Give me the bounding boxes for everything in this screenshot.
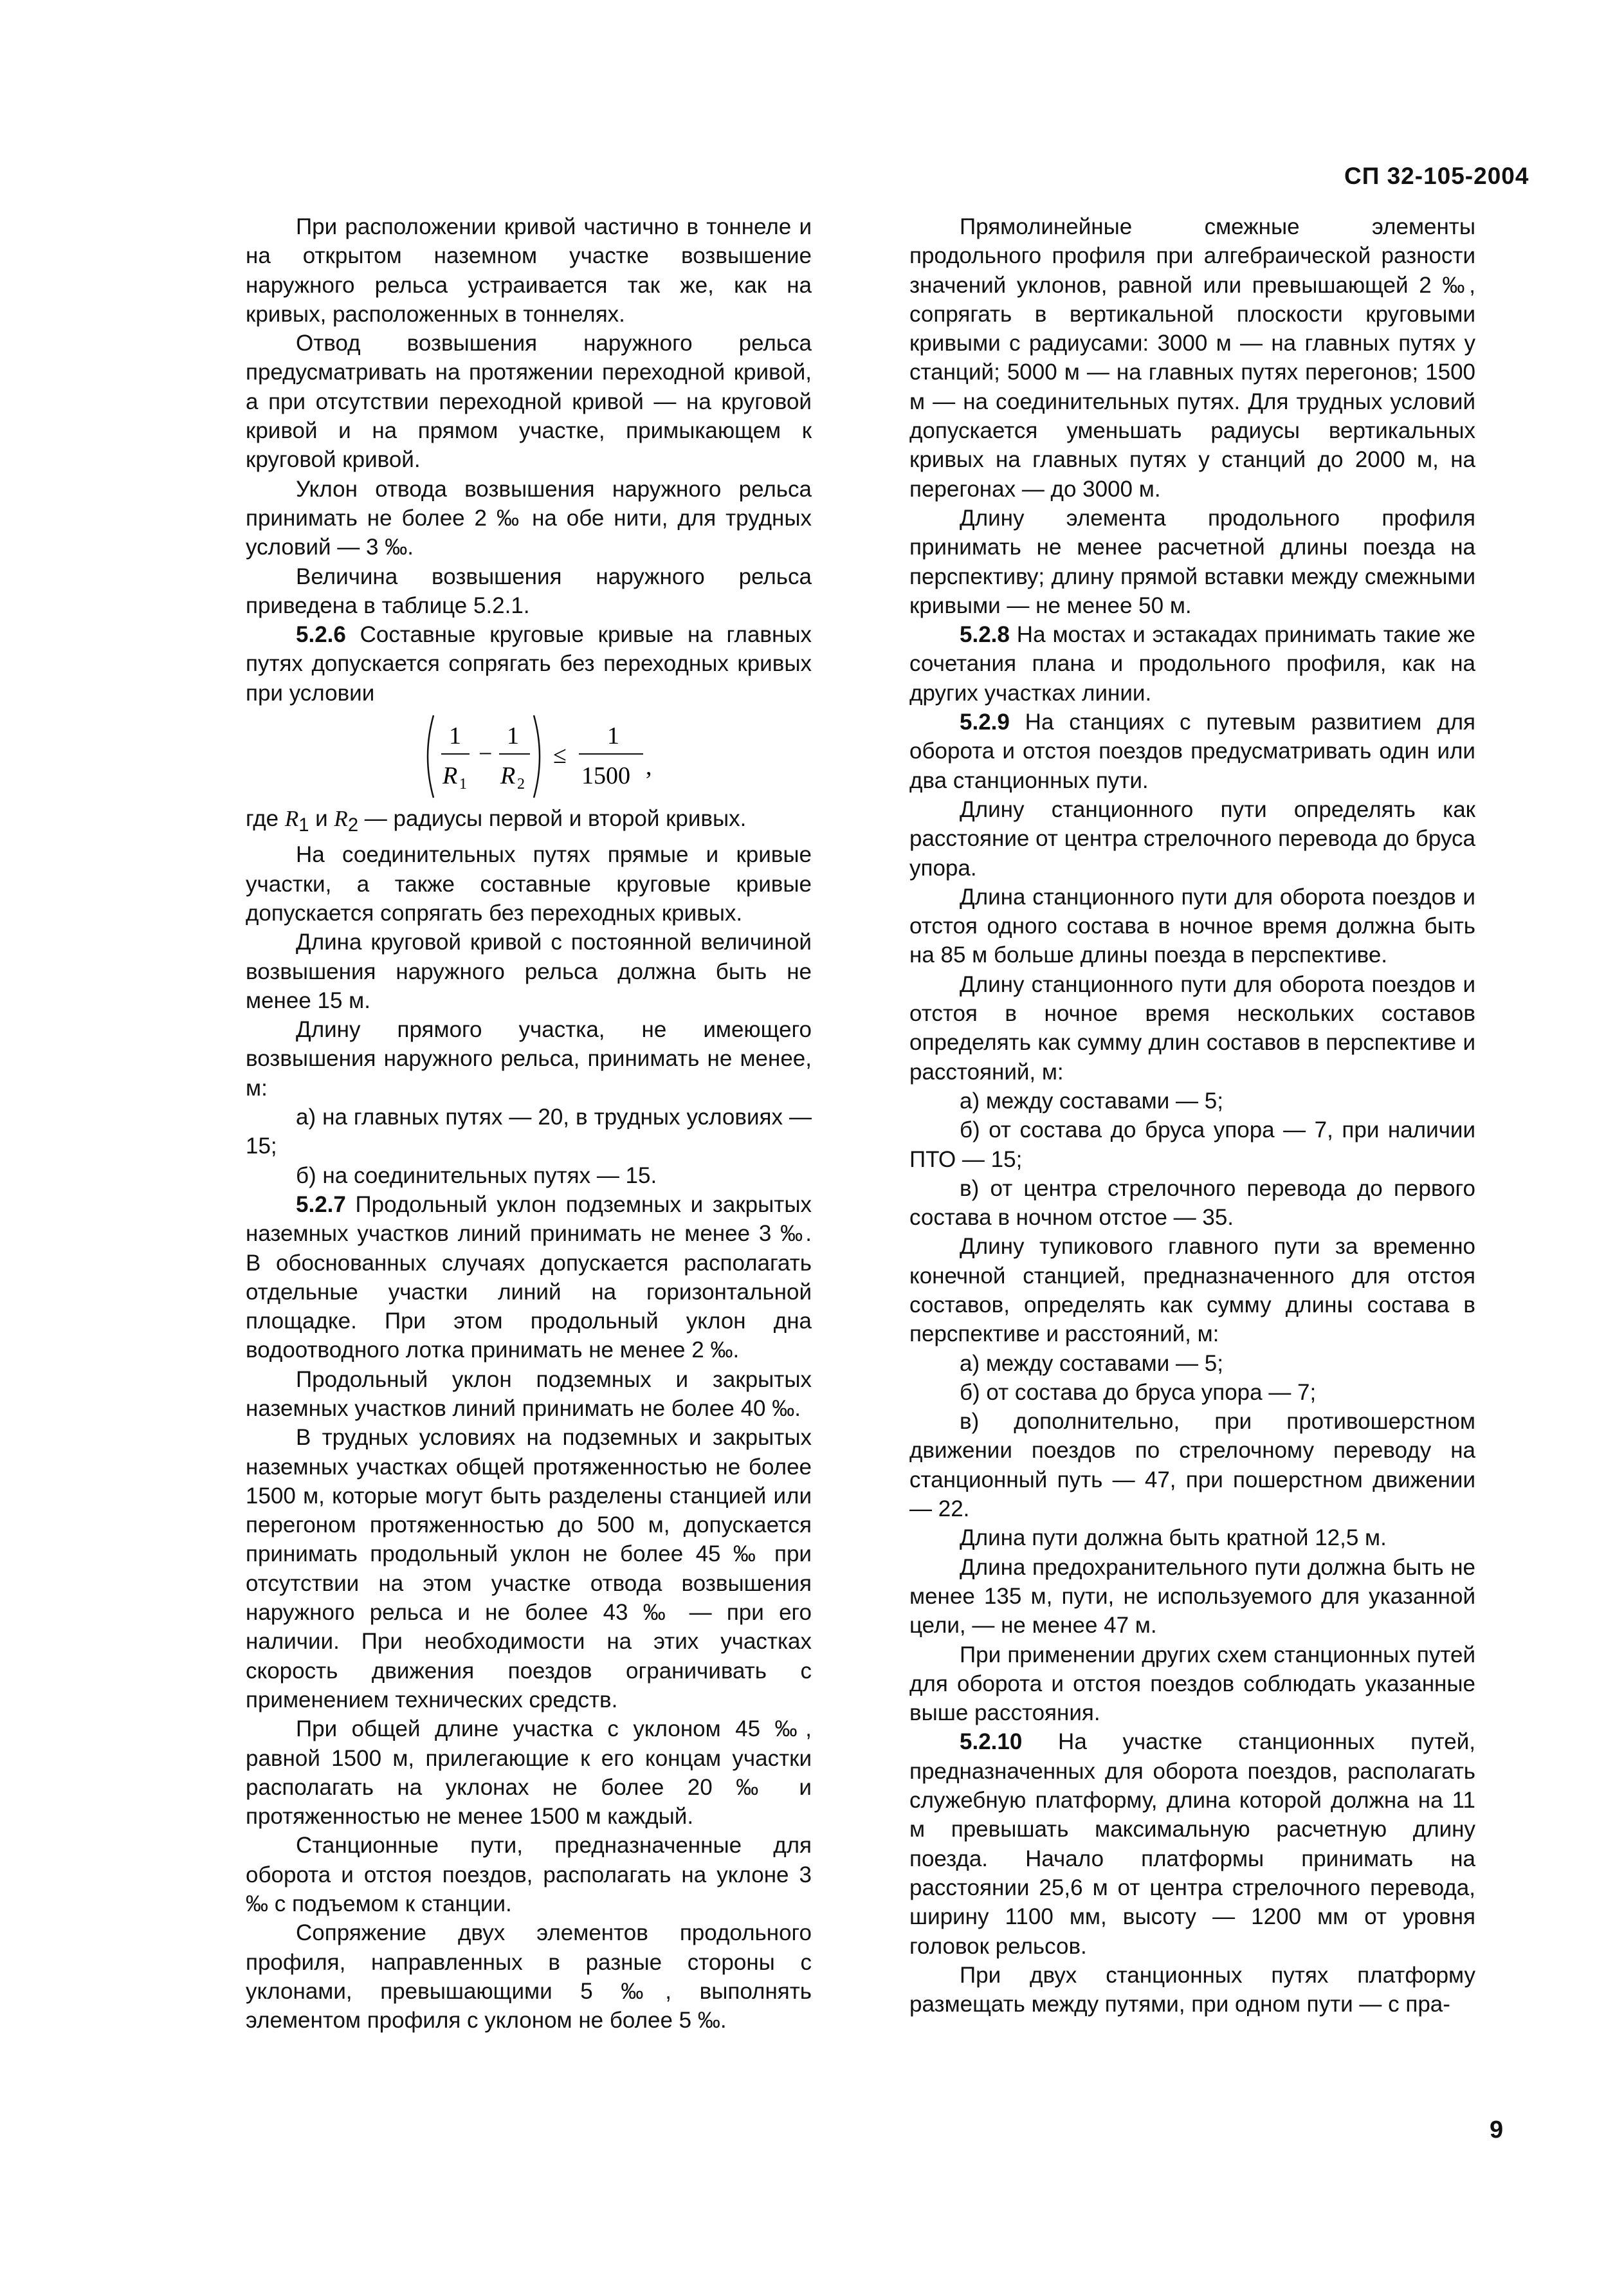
paragraph: При общей длине участка с уклоном 45 ‰, равной 1500 м, прилегающие к его концам участки располагать на уклонах не более 20 ‰ и протяженностью не менее 1500 м каждый. [246, 1716, 812, 1830]
minus-sign: − [479, 740, 493, 768]
numerator-1: 1 [449, 722, 461, 750]
r1-symbol: R [284, 806, 299, 832]
paragraph: При расположении кривой частично в тоннеле и на открытом наземном участке возвышение наружного рельса устраивается так же, как на кривых, расположенных в тоннелях. [246, 214, 812, 327]
r2-subscript: 2 [517, 776, 525, 793]
paragraph: Длину станционного пути определять как расстояние от центра стрелочного перевода до бруса упора. [909, 796, 1475, 881]
paragraph: Длину станционного пути для оборота поездов и отстоя в ночное время нескольких составов определять как сумму длин составов в перспективе и расстояний, м: [909, 971, 1475, 1085]
r1-subscript: 1 [298, 815, 309, 836]
numerator-2: 1 [507, 722, 519, 750]
section-number: 5.2.7 [296, 1191, 346, 1217]
list-item: б) на соединительных путях — 15. [296, 1162, 657, 1188]
list-item: а) между составами — 5; [960, 1350, 1223, 1376]
r2-symbol: R [334, 806, 348, 832]
paragraph: Отвод возвышения наружного рельса предусматривать на протяжении переходной кривой, а при отсутствии переходной кривой — на круговой кривой и на прямом участке, примыкающем к круговой кривой. [246, 331, 812, 473]
r2-subscript: 2 [347, 815, 359, 836]
paragraph: Прямолинейные смежные элементы продольного профиля при алгебраической разности значений уклонов, равной или превышающей 2 ‰, сопрягать в вертикальной плоскости круговыми кривыми с радиусами: 3000 м — на главных путях у станций; 5000 м — на главных путях перегонов; 1500 м — на соединительных путях. Для трудных условий допускается уменьшать радиусы вертикальных кривых на главных путях у станций до 2000 м, на перегонах — до 3000 м. [909, 214, 1475, 502]
paragraph: Величина возвышения наружного рельса приведена в таблице 5.2.1. [246, 564, 812, 618]
numerator-3: 1 [607, 722, 619, 750]
r2-symbol: R [500, 762, 516, 790]
page-number: 9 [1490, 2116, 1504, 2143]
curvature-formula [419, 710, 689, 803]
formula-block [246, 708, 812, 804]
section-number: 5.2.9 [960, 710, 1010, 735]
where-prefix: где [246, 806, 285, 832]
list-item: в) от центра стрелочного перевода до первого состава в ночном отстое — 35. [909, 1175, 1475, 1231]
paragraph: Длину прямого участка, не имеющего возвышения наружного рельса, принимать не менее, м: [246, 1017, 812, 1101]
section-5-2-10 [909, 1727, 1475, 1960]
paragraph: Длину тупикового главного пути за временно конечной станцией, предназначенного для отстоя составов, определять как сумму длины состава в перспективе и расстояний, м: [909, 1234, 1475, 1347]
r1-subscript: 1 [459, 776, 467, 793]
r1-symbol: R [442, 762, 458, 790]
section-5-2-7 [246, 1190, 812, 1365]
comma: , [646, 753, 652, 781]
formula-explanation [246, 804, 812, 840]
where-text: — радиусы первой и второй кривых. [358, 806, 747, 832]
paragraph: В трудных условиях на подземных и закрытых наземных участках общей протяженностью не более 1500 м, которые могут быть разделены станцией или перегоном протяженностью до 500 м, допускается принимать продольный уклон не более 45 ‰ при отсутствии на этом участке отвода возвышения наружного рельса и не более 43 ‰ — при его наличии. При необходимости на этих участках скорость движения поездов ограничивать с применением технических средств. [246, 1425, 812, 1712]
section-text: На станциях с путевым развитием для оборота и отстоя поездов предусматривать один или два станционных пути. [909, 710, 1475, 793]
document-code: СП 32-105-2004 [1344, 163, 1529, 189]
section-text: На участке станционных путей, предназначенных для оборота поездов, располагать служебную платформу, длина которой должна на 11 м превышать максимальную расчетную длину поезда. Начало платформы принимать на расстоянии 25,6 м от центра стрелочного перевода, ширину 1100 мм, высоту — 1200 мм от уровня головок рельсов. [909, 1729, 1475, 1959]
section-text: На мостах и эстакадах принимать такие же сочетания плана и продольного профиля, как на других участках линии. [909, 622, 1475, 706]
paragraph: Уклон отвода возвышения наружного рельса принимать не более 2 ‰ на обе нити, для трудных условий — 3 ‰. [246, 476, 812, 560]
paragraph: Длина предохранительного пути должна быть не менее 135 м, пути, не используемого для указанной цели, — не менее 47 м. [909, 1554, 1475, 1638]
paragraph: Станционные пути, предназначенные для оборота и отстоя поездов, располагать на уклоне 3 ‰ с подъемом к станции. [246, 1833, 812, 1917]
paragraph: При двух станционных путях платформу размещать между путями, при одном пути — с пра- [909, 1962, 1475, 2017]
paragraph: На соединительных путях прямые и кривые участки, а также составные круговые кривые допускается сопрягать без переходных кривых. [246, 842, 812, 926]
paragraph: При применении других схем станционных путей для оборота и отстоя поездов соблюдать указанные выше расстояния. [909, 1642, 1475, 1726]
list-item: а) на главных путях — 20, в трудных условиях — 15; [246, 1105, 812, 1159]
section-number: 5.2.10 [960, 1729, 1023, 1755]
paragraph: Длина пути должна быть кратной 12,5 м. [960, 1525, 1387, 1551]
paragraph: Продольный уклон подземных и закрытых наземных участков линий принимать не более 40 ‰. [246, 1366, 812, 1421]
section-number: 5.2.8 [960, 622, 1010, 648]
list-item: б) от состава до бруса упора — 7; [960, 1379, 1317, 1405]
list-item: а) между составами — 5; [960, 1088, 1223, 1114]
denominator: 1500 [581, 762, 630, 790]
list-item: в) дополнительно, при противошерстном движении поездов по стрелочному переводу на станционный путь — 47, при пошерстном движении — 22. [909, 1409, 1475, 1522]
paragraph: Длина станционного пути для оборота поездов и отстоя одного состава в ночное время должна быть на 85 м больше длины поезда в перспективе. [909, 884, 1475, 968]
list-item: б) от состава до бруса упора — 7, при наличии ПТО — 15; [909, 1117, 1475, 1172]
le-sign: ≤ [553, 742, 567, 769]
section-5-2-6 [246, 620, 812, 708]
right-column [909, 212, 1475, 2019]
and-word: и [309, 806, 334, 832]
paragraph: Длину элемента продольного профиля принимать не менее расчетной длины поезда на перспективу; длину прямой вставки между смежными кривыми — не менее 50 м. [909, 505, 1475, 618]
section-text: Продольный уклон подземных и закрытых наземных участков линий принимать не менее 3 ‰. В обоснованных случаях допускается располагать отдельные участки линий на горизонтальной площадке. При этом продольный уклон дна водоотводного лотка принимать не менее 2 ‰. [246, 1191, 812, 1363]
section-number: 5.2.6 [296, 622, 346, 648]
section-5-2-9 [909, 708, 1475, 795]
left-column [246, 212, 812, 2035]
section-text: Составные круговые кривые на главных путях допускается сопрягать без переходных кривых при условии [246, 622, 812, 706]
paragraph: Сопряжение двух элементов продольного профиля, направленных в разные стороны с уклонами, превышающими 5 ‰, выполнять элементом профиля с уклоном не более 5 ‰. [246, 1920, 812, 2033]
section-5-2-8 [909, 620, 1475, 708]
paragraph: Длина круговой кривой с постоянной величиной возвышения наружного рельса должна быть не менее 15 м. [246, 930, 812, 1013]
